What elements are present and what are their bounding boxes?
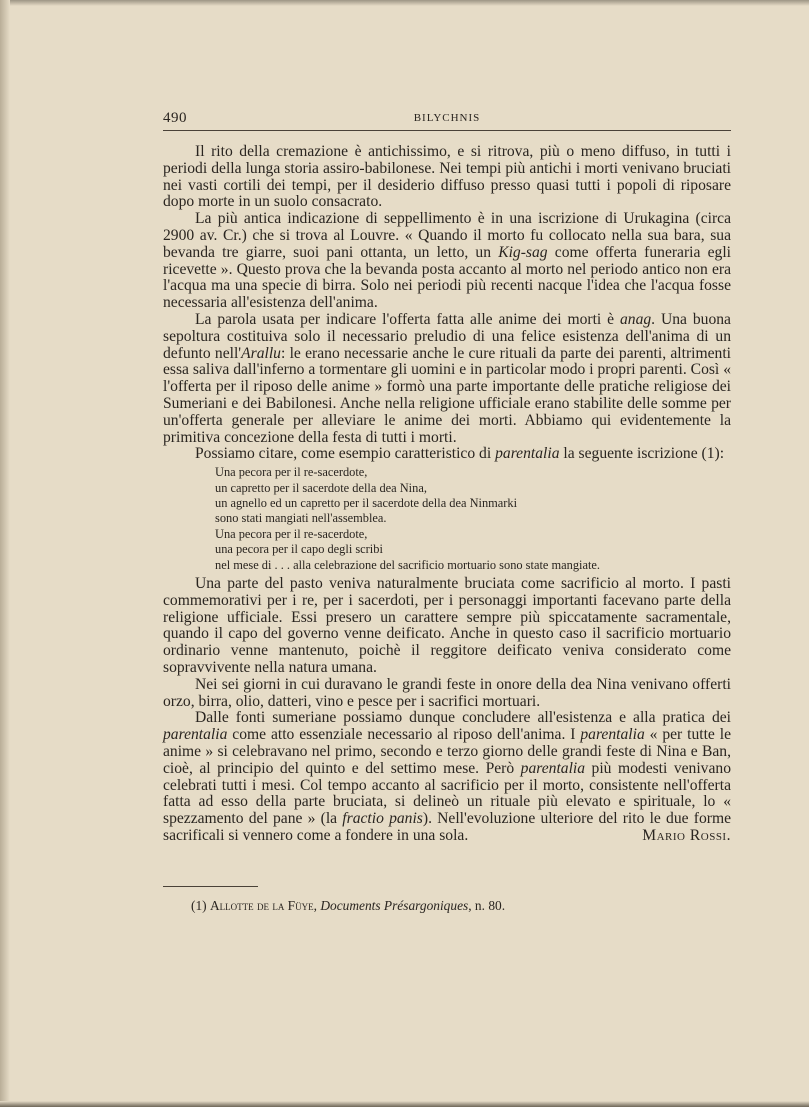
text-run: ). Nell'evoluzione ulteriore del rito le due forme sacrificali si vennero come a fondere in una sola.: [163, 810, 731, 844]
paragraph-conclusion: [163, 710, 731, 844]
text-run: Possiamo citare, come esempio caratteristico di: [195, 445, 496, 463]
page-header: [163, 110, 731, 132]
italic-term: parentalia: [520, 759, 586, 777]
quote-line: Una pecora per il re-sacerdote,: [215, 465, 368, 480]
page-edge-left: [0, 0, 10, 1107]
text-run: come atto essenziale necessario al riposo dell'anima. I: [227, 726, 581, 744]
article-body: [163, 144, 731, 845]
paragraph-anag: [163, 312, 731, 446]
paragraph-parentalia-intro: [163, 446, 731, 463]
quote-line: un agnello ed un capretto per il sacerdote della dea Ninmarki: [215, 495, 518, 510]
paragraph-cremation: [163, 144, 731, 211]
footnote-author: Allotte de la Füye: [209, 898, 314, 913]
italic-term: anag: [619, 310, 652, 328]
footnote-separator: ,: [313, 898, 321, 913]
footnote-tail: , n. 80.: [468, 898, 506, 913]
running-head: BILYCHNIS: [413, 112, 481, 124]
quote-line: una pecora per il capo degli scribi: [215, 542, 383, 557]
text-run: « per tutte le anime » si celebravano nel primo, secondo e terzo giorno delle grandi feste di Nina e Ban, cioè, al principio del quinto e del settimo mese. Però: [163, 726, 731, 777]
paragraph-feste-nina: [163, 677, 731, 711]
italic-term: Kig-sag: [498, 243, 548, 261]
paragraph-pasto: [163, 576, 731, 677]
italic-term: Arallu: [241, 344, 281, 362]
author-signature: Mario Rossi.: [642, 826, 731, 844]
text-run: Dalle fonti sumeriane possiamo dunque concludere all'esistenza e alla pratica dei: [195, 709, 731, 727]
italic-term: parentalia: [163, 726, 228, 744]
footnote: [191, 897, 731, 914]
header-rule: [163, 130, 731, 131]
quote-line: Una pecora per il re-sacerdote,: [215, 526, 368, 541]
text-run: La parola usata per indicare l'offerta fatta alle anime dei morti è: [195, 310, 620, 328]
footnote-rule: [163, 886, 258, 887]
italic-term: fractio panis: [342, 810, 423, 828]
italic-term: parentalia: [495, 445, 560, 463]
page-number: 490: [163, 110, 187, 126]
text-run: la seguente iscrizione (1):: [559, 445, 725, 463]
quote-line: nel mese di . . . alla celebrazione del sacrificio mortuario sono state mangiate.: [215, 557, 600, 572]
text-run: Il rito della cremazione è antichissimo, e si ritrova, più o meno diffuso, in tutti i periodi della lunga storia assiro-babilonese. Nei tempi più antichi i morti venivano bruciati nei vasti cortili dei tempi, per il desiderio diffuso presso quasi tutti i popoli di riposare dopo morte in un suolo consacrato.: [163, 143, 731, 211]
quote-line: sono stati mangiati nell'assemblea.: [215, 511, 387, 526]
text-run: più modesti venivano celebrati tutti i mesi. Col tempo accanto al sacrificio per il morto, consistente nell'offerta fatta ad esso della parte bruciata, si delineò un rituale più elevato e spirituale, lo « spezzamento del pane » (la: [163, 759, 731, 828]
footnote-title: Documents Présargoniques: [320, 898, 469, 913]
quote-line: un capretto per il sacerdote della dea Nina,: [215, 480, 427, 495]
footnote-marker: (1): [191, 898, 207, 913]
italic-term: parentalia: [580, 726, 645, 744]
text-run: Nei sei giorni in cui duravano le grandi feste in onore della dea Nina venivano offerti orzo, birra, olio, datteri, vino e pesce per i sacrifici mortuari.: [163, 675, 731, 710]
text-run: . Una buona sepoltura costituiva solo il necessario preludio di una felice esistenza dell'anima di un defunto nell': [163, 310, 731, 362]
paragraph-urukagina: [163, 211, 731, 312]
text-run: Una parte del pasto veniva naturalmente bruciata come sacrificio al morto. I pasti commemorativi per i re, per i sacerdoti, per i personaggi importanti facevano parte della religione ufficiale. Essi presero un carattere sempre più spiccatamente sacramentale, quando il capo del governo venne deificato. Anche in questo caso il sacrificio mortuario ordinario venne mantenuto, poichè il reggitore deificato veniva considerato come sopravvivente nella natura umana.: [163, 574, 731, 676]
inscription-quote: [215, 465, 731, 573]
text-run: : le erano necessarie anche le cure rituali da parte dei parenti, altrimenti essa saliva dall'inferno a tormentare gli uomini e in particolar modo i propri parenti. Così « l'offerta per il riposo delle anime » formò una parte importante delle pratiche religiose dei Sumeriani e dei Babilonesi. Anche nella religione ufficiale erano stabilite delle somme per un'offerta generale per alleviare le anime dei morti. Abbiamo qui evidentemente la primitiva concezione della festa di tutti i morti.: [163, 344, 731, 446]
text-run: come offerta funeraria egli ricevette ». Questo prova che la bevanda posta accanto al morto nel periodo antico non era l'acqua ma una specie di birra. Solo nei periodi più recenti nacque l'idea che l'acqua fosse necessaria all'esistenza dell'anima.: [163, 243, 731, 312]
text-run: La più antica indicazione di seppellimento è in una iscrizione di Urukagina (circa 2900 av. Cr.) che si trova al Louvre. « Quando il morto fu collocato nella sua bara, sua bevanda tre giarre, suoi pani ottanta, un letto, un: [163, 210, 731, 261]
page-edge-top: [0, 0, 809, 6]
page-edge-bottom: [0, 1101, 809, 1107]
